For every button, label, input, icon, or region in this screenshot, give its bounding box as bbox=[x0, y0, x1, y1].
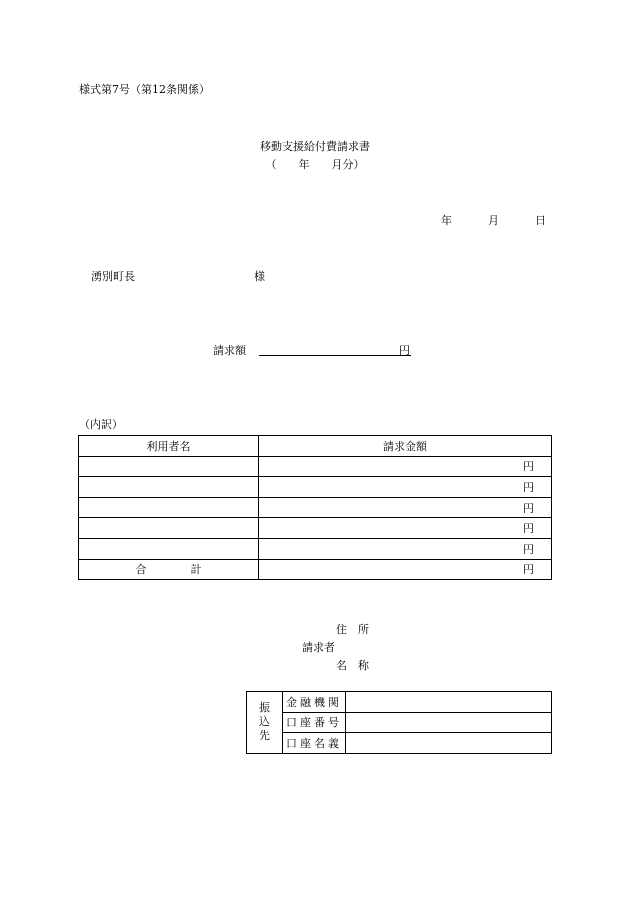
total-row bbox=[79, 559, 552, 580]
billing-period: （ 年 月分） bbox=[265, 158, 365, 171]
user-name-cell[interactable] bbox=[79, 456, 259, 477]
bank-row bbox=[247, 733, 552, 754]
heading-char-3: 先 bbox=[259, 729, 270, 743]
user-name-cell[interactable] bbox=[79, 477, 259, 498]
account-holder-field[interactable] bbox=[346, 733, 552, 754]
amount-cell[interactable]: 円 bbox=[259, 456, 552, 477]
table-header-row bbox=[79, 436, 552, 457]
bank-name-field[interactable] bbox=[346, 692, 552, 713]
document-title: 移動支援給付費請求書 bbox=[260, 140, 370, 153]
amount-cell[interactable]: 円 bbox=[259, 518, 552, 539]
claim-amount-unit: 円 bbox=[399, 344, 410, 357]
breakdown-table bbox=[78, 435, 552, 580]
claim-amount-header: 請求金額 bbox=[259, 436, 552, 457]
bank-row bbox=[247, 692, 552, 713]
bank-transfer-table bbox=[246, 691, 552, 754]
bank-name-label: 金融機関 bbox=[283, 692, 346, 713]
account-number-field[interactable] bbox=[346, 712, 552, 733]
user-name-cell[interactable] bbox=[79, 538, 259, 559]
heading-char-2: 込 bbox=[259, 715, 270, 729]
date-year-label: 年 bbox=[441, 214, 452, 227]
claim-amount-field[interactable] bbox=[259, 355, 411, 356]
account-holder-label: 口座名義 bbox=[283, 733, 346, 754]
transfer-destination-heading bbox=[247, 692, 283, 754]
bank-row bbox=[247, 712, 552, 733]
amount-cell[interactable]: 円 bbox=[259, 538, 552, 559]
total-label-char-1: 合 bbox=[135, 563, 147, 577]
account-number-label: 口座番号 bbox=[283, 712, 346, 733]
date-day-label: 日 bbox=[535, 214, 546, 227]
user-name-cell[interactable] bbox=[79, 518, 259, 539]
total-label-cell bbox=[79, 559, 259, 580]
total-label-char-2: 計 bbox=[190, 563, 202, 577]
table-row bbox=[79, 518, 552, 539]
claim-amount-label: 請求額 bbox=[213, 344, 246, 357]
user-name-cell[interactable] bbox=[79, 497, 259, 518]
amount-cell[interactable]: 円 bbox=[259, 477, 552, 498]
addressee-honorific: 様 bbox=[254, 270, 265, 283]
table-row bbox=[79, 538, 552, 559]
total-amount-cell[interactable]: 円 bbox=[259, 559, 552, 580]
heading-char-1: 振 bbox=[259, 701, 270, 715]
breakdown-label: （内訳） bbox=[79, 418, 123, 431]
addressee-name: 湧別町長 bbox=[91, 270, 135, 283]
amount-cell[interactable]: 円 bbox=[259, 497, 552, 518]
date-month-label: 月 bbox=[488, 214, 499, 227]
user-name-header: 利用者名 bbox=[79, 436, 259, 457]
name-label: 名 称 bbox=[336, 659, 369, 672]
table-row bbox=[79, 497, 552, 518]
address-label: 住 所 bbox=[336, 623, 369, 636]
table-row bbox=[79, 456, 552, 477]
form-number-label: 様式第7号（第12条関係） bbox=[79, 83, 210, 96]
claimant-label: 請求者 bbox=[302, 641, 335, 654]
table-row bbox=[79, 477, 552, 498]
